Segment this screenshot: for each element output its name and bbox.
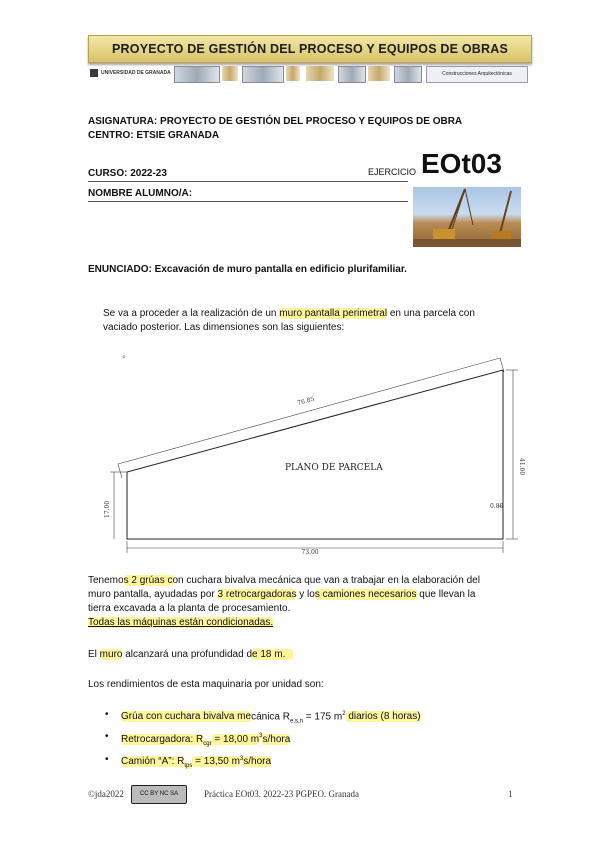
university-logo: UNIVERSIDAD DE GRANADA bbox=[90, 66, 172, 81]
depth-paragraph: El muro alcanzará una profundidad de 18 m. bbox=[88, 648, 293, 662]
page-number: 1 bbox=[508, 789, 513, 799]
top-dimension: 76.85 bbox=[296, 395, 316, 407]
logo-image-5 bbox=[306, 66, 334, 81]
footer-text: Práctica EOt03. 2022-23 PGPEO. Granada bbox=[204, 789, 359, 799]
curso-line: CURSO: 2022-23 bbox=[88, 168, 167, 179]
header-banner: PROYECTO DE GESTIÓN DEL PROCESO Y EQUIPOS DE OBRAS bbox=[88, 35, 532, 63]
divider bbox=[88, 181, 408, 182]
list-item: • Camión “A”: $R_{tps} = 13,50$ $m^3s$/hora bbox=[103, 752, 523, 774]
intro-paragraph: Se va a proceder a la realización de un muro pantalla perimetral en una parcela con vaciado posterior. Las dimensiones son las siguientes: bbox=[103, 308, 475, 333]
parcel-plan-drawing bbox=[100, 348, 525, 558]
exercise-code: EOt03 bbox=[421, 148, 502, 179]
right-dimension: 41.00 bbox=[518, 458, 525, 476]
divider bbox=[88, 201, 408, 202]
rendimientos-intro: Los rendimientos de esta maquinaria por unidad son: bbox=[88, 679, 324, 690]
logo-image-4 bbox=[286, 66, 300, 81]
list-item: • Grúa con cuchara bivalva mecánica $R_{e,s,n} = 175$ $m^2$ diarios (8 horas) bbox=[103, 707, 523, 729]
list-item: • Retrocargadora: $R_{cgr} = 18,00$ $m^3s$/hora bbox=[103, 729, 523, 751]
performance-list bbox=[103, 707, 523, 774]
nombre-line: NOMBRE ALUMNO/A: bbox=[88, 188, 193, 199]
enunciado: ENUNCIADO: Excavación de muro pantalla en edificio plurifamiliar. bbox=[88, 264, 407, 275]
construction-photo bbox=[413, 187, 521, 247]
machines-paragraph: Tenemos 2 grúas con cuchara bivalva mecánica que van a trabajar en la elaboración del muro pantalla, ayudadas por 3 retrocargadoras y los camiones necesarios que llevan la tierra excavada a la planta de procesamiento. Todas las máquinas están condicionadas. bbox=[88, 575, 480, 628]
logo-image-6 bbox=[338, 66, 366, 83]
left-dimension: 17.00 bbox=[104, 500, 111, 518]
inner-dimension: 0.80 bbox=[490, 503, 504, 510]
license-badge: CC BY NC SA bbox=[131, 785, 187, 804]
centro-line: CENTRO: ETSIE GRANADA bbox=[88, 130, 220, 141]
logo-image-8 bbox=[394, 66, 422, 83]
bottom-dimension: 73.00 bbox=[301, 549, 319, 556]
footer-copyright: ©jda2022 bbox=[88, 789, 124, 799]
logo-image-1 bbox=[174, 66, 220, 83]
logo-image-7 bbox=[368, 66, 390, 81]
brand-logo: Construcciones Arquitectónicas bbox=[426, 66, 528, 83]
logo-image-2 bbox=[222, 66, 238, 81]
logos-strip bbox=[88, 66, 530, 82]
svg-text:⌕: ⌕ bbox=[122, 353, 126, 361]
asignatura-line: ASIGNATURA: PROYECTO DE GESTIÓN DEL PROCESO Y EQUIPOS DE OBRA bbox=[88, 116, 463, 127]
ejercicio-label: EJERCICIO bbox=[368, 167, 417, 177]
logo-image-3 bbox=[242, 66, 284, 83]
plan-title: PLANO DE PARCELA bbox=[285, 463, 383, 473]
